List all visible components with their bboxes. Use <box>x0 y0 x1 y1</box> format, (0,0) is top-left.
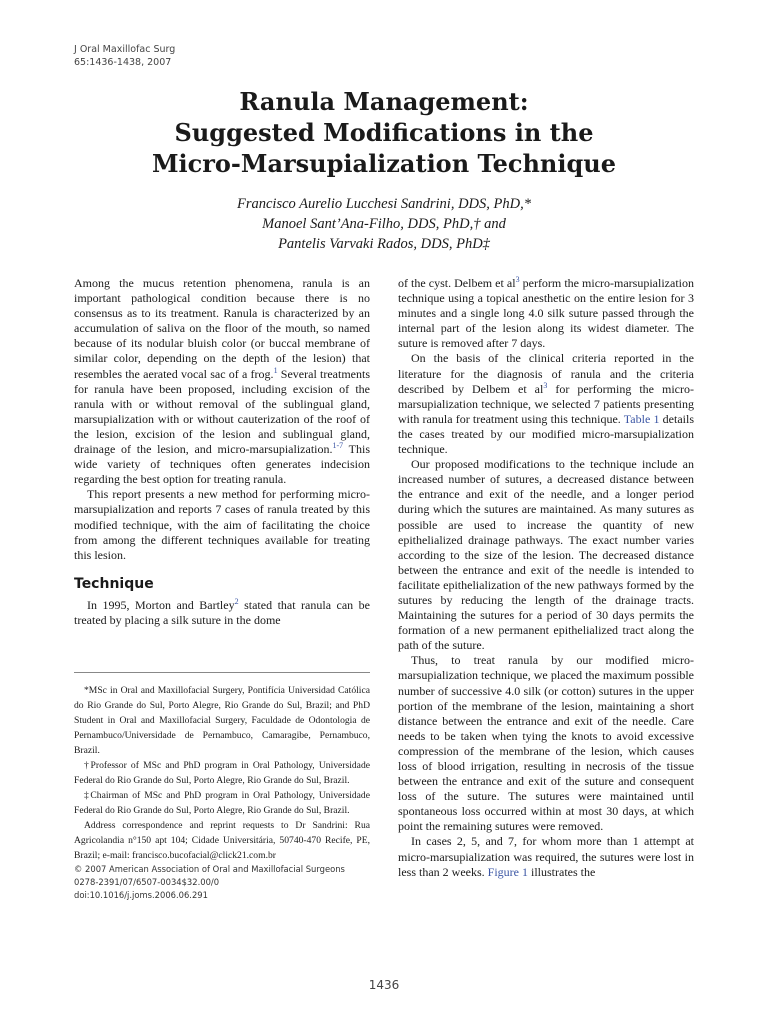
text-run: Among the mucus retention phenomena, ranula is an important pathological condition because there is no consensus as to its treatment. Ranula is characterized by an accumulation of saliva on the floor of the mouth, so named because of its nodular bluish color (or buccal membrane of similar color, depending on the depth of the lesion) that resembles the aerated vocal sac of a frog. <box>74 276 370 381</box>
author-line-2: Manoel Sant’Ana-Filho, DDS, PhD,† and <box>262 216 506 232</box>
reference-link[interactable]: 2 <box>234 596 239 606</box>
paragraph-technique <box>74 598 370 628</box>
journal-citation: 65:1436-1438, 2007 <box>74 56 172 68</box>
paragraph-cases <box>398 834 694 879</box>
author-line-1: Francisco Aurelio Lucchesi Sandrini, DDS, PhD,* <box>236 196 531 212</box>
journal-header <box>74 44 175 69</box>
table-link[interactable]: Table 1 <box>623 411 660 426</box>
title-line-3: Micro-Marsupialization Technique <box>151 149 616 178</box>
figure-link[interactable]: Figure 1 <box>487 864 528 879</box>
paragraph-intro <box>74 276 370 487</box>
text-run: On the basis of the clinical criteria reported in the literature for the diagnosis of ranula and the criteria described by Delbem et al <box>398 351 694 396</box>
doi-link[interactable]: doi:10.1016/j.joms.2006.06.291 <box>74 890 208 900</box>
text-run: stated that ranula can be treated by placing a silk suture in the dome <box>74 597 370 627</box>
paragraph-report: This report presents a new method for performing micro-marsupialization and reports 7 cases of ranula treated by this modified technique, with the aim of facilitating the choice from among the different techniques available for treating this lesion. <box>74 487 370 562</box>
reference-link[interactable]: 1-7 <box>332 441 344 451</box>
page-number: 1436 <box>368 978 400 992</box>
paragraph-cyst <box>398 276 694 351</box>
text-run: for performing the micro-marsupialization technique, we selected 7 patients presenting with ranula for treatment using this technique. <box>398 381 694 426</box>
footnote-correspondence: Address correspondence and reprint requests to Dr Sandrini: Rua Agricolandia n°150 apt 104; Cidade Universitária, 50740-470 Recife, PE, Brazil; e-mail: francisco.bucofacial@click21.com.br <box>74 820 370 861</box>
text-run: perform the micro-marsupialization technique using a topical anesthetic on the entire lesion for 3 minutes and a single long 4.0 silk suture passed through the internal part of the lesion along its widest diameter. The suture is removed after 7 days. <box>398 276 694 351</box>
journal-name: J Oral Maxillofac Surg <box>74 44 176 55</box>
left-column <box>74 276 370 628</box>
text-run: This wide variety of techniques often generates indecision regarding the best option for treating ranula. <box>74 442 370 487</box>
reference-link[interactable]: 3 <box>543 380 548 390</box>
paragraph-procedure: Thus, to treat ranula by our modified micro-marsupialization technique, we placed the maximum possible number of successive 4.0 silk (or cotton) sutures in the upper portion of the membrane of the lesion, maintaining a short distance between the entrance and exit of the needle. Care needs to be taken when tying the knots to avoid excessive compression of the membrane of the lesion, which causes loss of blood irrigation, resulting in necrosis of the tissue between the entrance and exit of the suture and consequent loss of the suture. The sutures were maintained until spontaneous loss occurred within at most 30 days, at which point the remaining sutures were removed. <box>398 653 694 834</box>
article-title <box>0 86 768 179</box>
text-run: illustrates the <box>528 864 596 879</box>
title-line-2: Suggested Modifications in the <box>174 118 594 147</box>
author-list <box>0 194 768 254</box>
issn-line: 0278-2391/07/6507-0034$32.00/0 <box>74 877 220 887</box>
title-line-1: Ranula Management: <box>239 87 529 116</box>
text-run: In cases 2, 5, and 7, for whom more than 1 attempt at micro-marsupialization was required, the sutures were lost in less than 2 weeks. <box>398 834 694 879</box>
text-run: details the cases treated by our modified micro-marsupialization technique. <box>398 411 695 457</box>
copyright-line: © 2007 American Association of Oral and Maxillofacial Surgeons <box>74 864 345 874</box>
text-run: of the cyst. Delbem et al <box>398 276 516 290</box>
footnote-affiliation-1: *MSc in Oral and Maxillofacial Surgery, Pontifícia Universidad Católica do Rio Grande do Sul, Porto Alegre, Rio Grande do Sul, Brazil; and PhD Student in Oral and Maxillofacial Surgery, Faculdade de Odontologia de Pernambuco/Universidade de Pernambuco, Camaragibe, Pernambuco, Brazil. <box>74 685 370 756</box>
section-heading-technique: Technique <box>74 575 154 592</box>
footnotes <box>74 672 370 902</box>
text-run: In 1995, Morton and Bartley <box>87 597 235 612</box>
reference-link[interactable]: 1 <box>273 365 278 375</box>
footnote-affiliation-2: †Professor of MSc and PhD program in Oral Pathology, Universidade Federal do Rio Grande do Sul, Porto Alegre, Rio Grande do Sul, Brazil. <box>74 760 370 786</box>
paragraph-criteria <box>398 351 694 457</box>
text-run: Several treatments for ranula have been proposed, including excision of the ranula with or without removal of the sublingual gland, marsupialization with or without cauterization of the roof of the lesion, excision of the lesion and sublingual gland, drainage of the lesion, and micro-marsupialization. <box>74 366 370 457</box>
right-column <box>398 276 694 880</box>
footnote-affiliation-3: ‡Chairman of MSc and PhD program in Oral Pathology, Universidade Federal do Rio Grande do Sul, Porto Alegre, Rio Grande do Sul, Brazil. <box>74 790 370 816</box>
author-line-3: Pantelis Varvaki Rados, DDS, PhD‡ <box>278 236 490 252</box>
paragraph-modifications: Our proposed modifications to the technique include an increased number of sutures, a decreased distance between the entrance and exit of the needle, and a longer period during which the sutures are maintained. As many sutures as possible are used to increase the quantity of new epithelialized drainage pathways. The exact number varies according to the size of the lesion. The decreased distance between the entrance and exit of the needle is intended to facilitate epithelialization of the new pathways formed by the sutures by reducing the length of the drainage tracts. Maintaining the sutures for a period of 30 days permits the formation of a new permanent epithelialized tract along the path of the suture. <box>398 457 694 653</box>
reference-link[interactable]: 3 <box>515 275 520 284</box>
